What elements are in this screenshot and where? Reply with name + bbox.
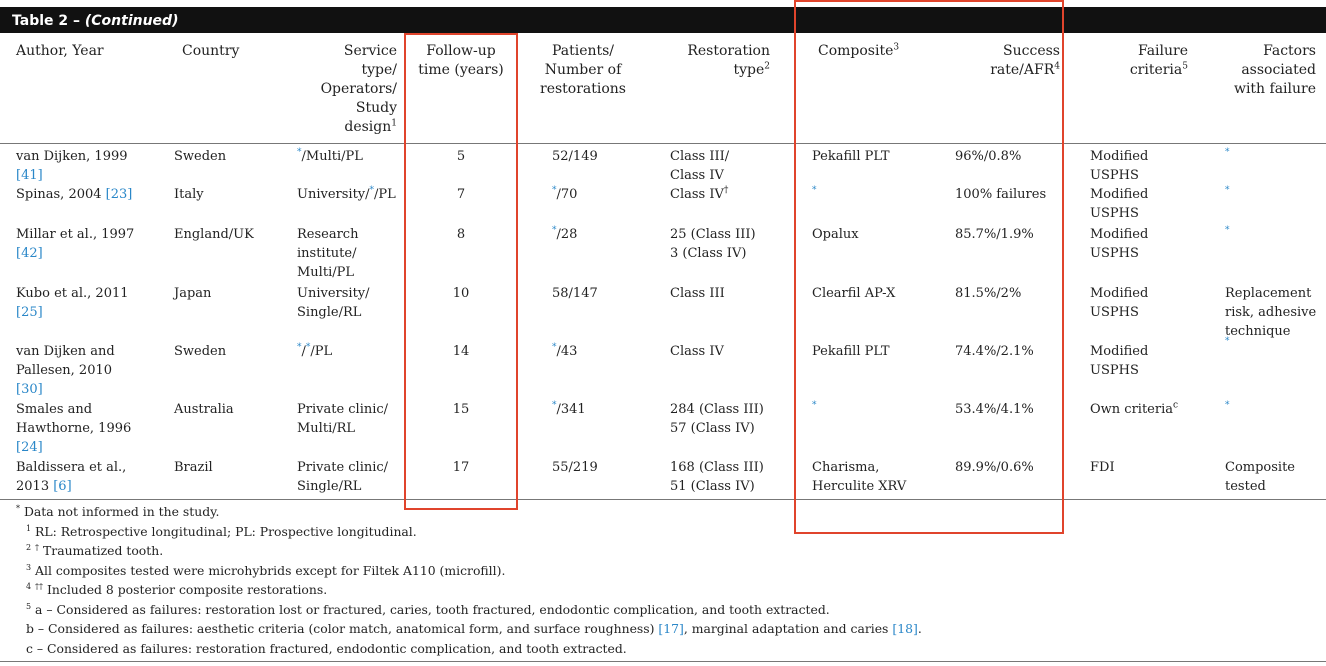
table-title-bar — [0, 7, 1326, 33]
reference-link[interactable]: [6] — [53, 479, 72, 494]
cell-failure — [1090, 147, 1148, 185]
cell-author-line: van Dijken and — [16, 344, 115, 359]
cell-restoration — [670, 400, 764, 438]
cell-service-line: Multi/PL — [297, 265, 354, 280]
cell-factors-line: risk, adhesive — [1225, 305, 1317, 320]
table-title-label: Table 2 — [12, 13, 69, 29]
cell-service — [297, 147, 363, 166]
cell-followup: 5 — [456, 149, 466, 164]
cell-factors-line: Replacement — [1225, 286, 1312, 301]
cell-failure — [1090, 400, 1178, 419]
asterisk-mark: * — [812, 400, 817, 411]
header-factors-line: associated — [1241, 62, 1316, 78]
cell-service — [297, 225, 358, 282]
cell-author-line: Pallesen, 2010 — [16, 363, 113, 378]
reference-link[interactable]: [18] — [892, 621, 918, 636]
footnote-text: . — [917, 621, 922, 636]
cell-service — [297, 458, 388, 496]
footnote — [26, 563, 505, 579]
cell-patients: 52/149 — [552, 149, 598, 164]
cell-author — [16, 284, 129, 322]
asterisk-mark: * — [552, 185, 557, 196]
cell-composite: Opalux — [812, 227, 859, 242]
cell-failure-line: Own criteria — [1090, 402, 1173, 417]
cell-author — [16, 185, 132, 204]
cell-success: 53.4%/4.1% — [955, 402, 1034, 417]
cell-restoration: Class IV — [670, 344, 724, 359]
cell-success: 100% failures — [955, 187, 1047, 202]
header-service-line: Service — [343, 43, 397, 59]
cell-followup: 14 — [452, 344, 470, 359]
asterisk-mark: * — [1225, 225, 1230, 236]
cell-factors-line: tested — [1225, 479, 1266, 494]
asterisk-mark: * — [552, 225, 557, 236]
header-failure-line: Failure — [1137, 43, 1188, 59]
cell-restoration-line: 3 (Class IV) — [670, 246, 747, 261]
header-service-line: design — [344, 119, 392, 135]
header-service-line: Study — [355, 100, 397, 116]
cell-failure-line: Modified — [1090, 187, 1149, 202]
reference-link[interactable]: [41] — [16, 168, 43, 183]
reference-link[interactable]: [25] — [16, 305, 43, 320]
cell-patients-value: /43 — [556, 344, 578, 359]
footnote — [16, 504, 219, 520]
footnote-mark: 2 — [26, 542, 32, 552]
cell-factors — [1225, 185, 1230, 204]
footnote — [26, 621, 922, 637]
asterisk-mark: * — [1225, 185, 1230, 196]
cell-restoration — [670, 458, 764, 496]
cell-success: 85.7%/1.9% — [955, 227, 1034, 242]
cell-service-line: Single/RL — [297, 305, 362, 320]
cell-service-line: Multi/RL — [297, 421, 356, 436]
cell-restoration-line: 57 (Class IV) — [670, 421, 755, 436]
cell-country: Japan — [174, 286, 212, 301]
cell-failure-line: USPHS — [1090, 246, 1139, 261]
footnote-text: RL: Retrospective longitudinal; PL: Prospective longitudinal. — [35, 524, 417, 539]
header-factors-line: with failure — [1233, 81, 1316, 97]
cell-failure: FDI — [1090, 460, 1115, 475]
cell-author-line: 2013 — [16, 479, 50, 494]
reference-link[interactable]: [42] — [16, 246, 43, 261]
cell-service — [297, 400, 388, 438]
footnote-mark: 5 — [1182, 61, 1188, 72]
footnote-symbol: †† — [35, 581, 44, 591]
cell-service — [297, 342, 332, 361]
cell-failure-line: USPHS — [1090, 206, 1139, 221]
header-factors-line: Factors — [1263, 43, 1316, 59]
header-followup-line: Follow-up — [426, 43, 496, 59]
cell-restoration-line: 25 (Class III) — [670, 227, 756, 242]
cell-restoration-line: 284 (Class III) — [670, 402, 764, 417]
cell-restoration-line: Class IV — [670, 168, 724, 183]
cell-factors-line: technique — [1225, 324, 1291, 339]
cell-restoration: Class III — [670, 286, 725, 301]
reference-link[interactable]: [23] — [105, 187, 133, 202]
cell-author — [16, 342, 115, 399]
cell-author-line: Millar et al., 1997 — [16, 227, 135, 242]
cell-patients — [552, 185, 577, 204]
cell-failure-line: Modified — [1090, 286, 1149, 301]
cell-failure-line: USPHS — [1090, 168, 1139, 183]
cell-service-line: /PL — [310, 344, 333, 359]
cell-author — [16, 400, 131, 457]
cell-country: Sweden — [174, 149, 227, 164]
cell-author — [16, 225, 134, 263]
cell-failure-line: Modified — [1090, 149, 1149, 164]
footnote-mark: 3 — [893, 42, 900, 53]
cell-factors — [1225, 225, 1230, 244]
cell-patients — [552, 342, 577, 361]
cell-factors — [1225, 147, 1230, 166]
footnote-mark: † — [723, 185, 729, 196]
cell-followup: 10 — [452, 286, 470, 301]
cell-country: Australia — [174, 402, 234, 417]
header-service-line: Operators/ — [320, 81, 397, 97]
table-title — [12, 13, 178, 29]
asterisk-mark: * — [552, 342, 557, 353]
header-rule — [0, 143, 1326, 144]
footnote-mark: 4 — [1054, 61, 1060, 72]
cell-service-line: Single/RL — [297, 479, 362, 494]
header-success-line: Success — [1003, 43, 1060, 59]
header-patients — [528, 42, 638, 99]
cell-service — [297, 284, 370, 322]
cell-followup: 8 — [456, 227, 466, 242]
cell-restoration-line: 51 (Class IV) — [670, 479, 755, 494]
footnote-mark: 1 — [26, 523, 32, 533]
header-composite-label: Composite — [818, 43, 894, 59]
footnote-mark: 1 — [391, 118, 397, 129]
header-failure — [1080, 42, 1188, 80]
cell-restoration — [670, 185, 728, 204]
header-patients-line: restorations — [540, 81, 626, 97]
footnote — [26, 582, 327, 598]
footnote-text: Data not informed in the study. — [23, 504, 220, 519]
asterisk-mark: * — [1225, 147, 1230, 158]
asterisk-mark: * — [552, 400, 557, 411]
cell-service-line: University/ — [297, 187, 370, 202]
cell-factors — [1225, 336, 1230, 355]
footnote-text: b – Considered as failures: aesthetic criteria (color match, anatomical form, and surface roughness) — [26, 621, 655, 636]
footnote-mark: c — [1172, 400, 1179, 411]
asterisk-mark: * — [297, 342, 302, 353]
header-restoration-line: type — [733, 62, 765, 78]
cell-country: Sweden — [174, 344, 227, 359]
cell-service-line: / — [301, 344, 306, 359]
cell-composite-line: Herculite XRV — [812, 479, 907, 494]
footnote-text: , marginal adaptation and caries — [683, 621, 889, 636]
footnote-text: c – Considered as failures: restoration fractured, endodontic complication, and tooth extracted. — [26, 641, 627, 656]
footnote — [26, 641, 627, 657]
header-author: Author, Year — [16, 43, 104, 59]
cell-factors-line: Composite — [1225, 460, 1295, 475]
cell-author — [16, 147, 128, 185]
header-followup-line: time (years) — [418, 62, 504, 78]
header-success-line: rate/AFR — [990, 62, 1055, 78]
footnote-mark: * — [16, 503, 20, 513]
cell-patients — [552, 225, 577, 244]
table-bottom-rule — [0, 499, 1326, 500]
cell-country: Italy — [174, 187, 204, 202]
header-service — [282, 42, 397, 137]
footnote — [26, 524, 417, 540]
asterisk-mark: * — [1225, 336, 1230, 347]
cell-failure — [1090, 342, 1148, 380]
footnote-symbol: † — [35, 542, 40, 552]
header-restoration — [650, 42, 770, 80]
cell-author — [16, 458, 126, 496]
cell-failure — [1090, 185, 1148, 223]
followup-highlight-box — [404, 33, 518, 510]
cell-service-line: /PL — [374, 187, 396, 202]
cell-patients-value: /28 — [556, 227, 578, 242]
cell-service — [297, 185, 396, 204]
cell-author-line: Baldissera et al., — [16, 460, 127, 475]
header-patients-line: Number of — [544, 62, 622, 78]
footnote-text: All composites tested were microhybrids except for Filtek A110 (microfill). — [35, 563, 506, 578]
footnote — [26, 543, 163, 559]
cell-country: England/UK — [174, 227, 254, 242]
cell-composite: Pekafill PLT — [812, 149, 890, 164]
cell-composite-line: Charisma, — [812, 460, 880, 475]
footnote — [26, 602, 830, 618]
cell-patients — [552, 400, 586, 419]
header-restoration-line: Restoration — [687, 43, 770, 59]
cell-success: 96%/0.8% — [955, 149, 1022, 164]
composite-success-highlight-box — [794, 0, 1064, 534]
cell-factors — [1225, 400, 1230, 419]
asterisk-mark: * — [812, 185, 817, 196]
footnote-mark: 4 — [26, 581, 32, 591]
cell-service-line: Private clinic/ — [297, 460, 389, 475]
cell-composite: Pekafill PLT — [812, 344, 890, 359]
footnote-text: Traumatized tooth. — [43, 543, 164, 558]
footnote-mark: 5 — [26, 601, 32, 611]
cell-patients: 58/147 — [552, 286, 598, 301]
cell-service-line: Research — [297, 227, 359, 242]
cell-restoration-line: 168 (Class III) — [670, 460, 764, 475]
cell-author-line: Smales and — [16, 402, 93, 417]
header-failure-line: criteria — [1129, 62, 1183, 78]
cell-patients-value: /70 — [556, 187, 578, 202]
cell-followup: 7 — [456, 187, 466, 202]
table-title-dash: – — [68, 13, 85, 29]
cell-patients: 55/219 — [552, 460, 598, 475]
cell-service-line: /Multi/PL — [301, 149, 363, 164]
reference-link[interactable]: [17] — [658, 621, 684, 636]
cell-restoration-line: Class III/ — [670, 149, 730, 164]
cell-factors — [1225, 284, 1316, 341]
reference-link[interactable]: [24] — [16, 440, 43, 455]
cell-author-line: Kubo et al., 2011 — [16, 286, 129, 301]
cell-service-line: Private clinic/ — [297, 402, 389, 417]
cell-followup: 17 — [452, 460, 470, 475]
footnote-text: a – Considered as failures: restoration lost or fractured, caries, tooth fractured, endodontic complication, and tooth extracted. — [35, 602, 830, 617]
cell-followup: 15 — [452, 402, 470, 417]
header-country: Country — [182, 43, 240, 59]
cell-success: 89.9%/0.6% — [955, 460, 1034, 475]
asterisk-mark: * — [369, 185, 375, 196]
cell-patients-value: /341 — [556, 402, 586, 417]
cell-failure — [1090, 284, 1148, 322]
cell-factors — [1225, 458, 1295, 496]
header-service-line: type/ — [361, 62, 397, 78]
cell-author-line: van Dijken, 1999 — [16, 149, 128, 164]
cell-success: 74.4%/2.1% — [955, 344, 1034, 359]
cell-failure-line: USPHS — [1090, 363, 1139, 378]
asterisk-mark: * — [1225, 400, 1230, 411]
cell-service-line: University/ — [297, 286, 370, 301]
cell-restoration-line: Class IV — [670, 187, 724, 202]
header-factors — [1200, 42, 1316, 99]
header-patients-line: Patients/ — [551, 43, 615, 59]
cell-author-line: Hawthorne, 1996 — [16, 421, 132, 436]
cell-failure-line: Modified — [1090, 344, 1149, 359]
cell-failure — [1090, 225, 1148, 263]
reference-link[interactable]: [30] — [16, 382, 43, 397]
table-title-continued: (Continued) — [84, 13, 179, 29]
footnote-mark: 2 — [764, 61, 770, 72]
cell-success: 81.5%/2% — [955, 286, 1022, 301]
cell-failure-line: Modified — [1090, 227, 1149, 242]
asterisk-mark: * — [305, 342, 311, 353]
cell-author-line: Spinas, 2004 — [16, 187, 102, 202]
footnote-mark: 3 — [26, 562, 32, 572]
cell-service-line: institute/ — [297, 246, 357, 261]
cell-composite: Clearfil AP-X — [812, 286, 896, 301]
footnote-bottom-rule — [0, 661, 1326, 662]
cell-restoration — [670, 147, 729, 185]
asterisk-mark: * — [297, 147, 302, 158]
cell-failure-line: USPHS — [1090, 305, 1139, 320]
cell-restoration — [670, 225, 756, 263]
cell-country: Brazil — [174, 460, 213, 475]
footnote-text: Included 8 posterior composite restorations. — [47, 582, 328, 597]
